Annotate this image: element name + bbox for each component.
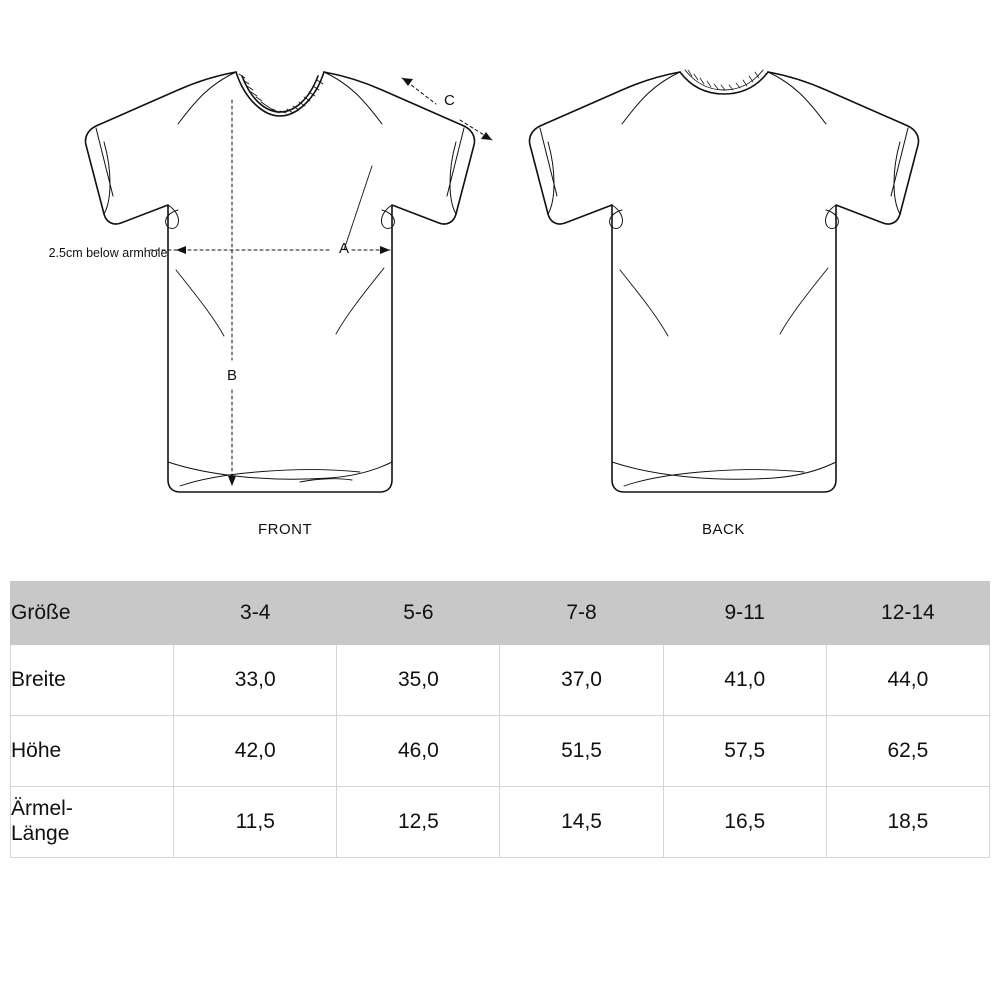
measurement-arrows-front [150,78,492,486]
breite-12-14: 44,0 [826,645,989,716]
breite-9-11: 41,0 [663,645,826,716]
hoehe-5-6: 46,0 [337,716,500,787]
header-size-3-4: 3-4 [174,582,337,645]
aermellaenge-5-6: 12,5 [337,787,500,858]
breite-3-4: 33,0 [174,645,337,716]
hoehe-7-8: 51,5 [500,716,663,787]
table-header-row [11,582,990,645]
row-label-hoehe: Höhe [11,716,174,787]
front-shirt-outline [85,72,474,492]
front-caption: FRONT [258,521,313,538]
aermellaenge-7-8: 14,5 [500,787,663,858]
hoehe-9-11: 57,5 [663,716,826,787]
aermellaenge-12-14: 18,5 [826,787,989,858]
back-shirt-outline [529,70,918,492]
hoehe-3-4: 42,0 [174,716,337,787]
measure-label-b: B [227,367,238,384]
aermellaenge-9-11: 16,5 [663,787,826,858]
header-size-7-8: 7-8 [500,582,663,645]
table-row [11,645,990,716]
breite-5-6: 35,0 [337,645,500,716]
row-label-line1: Ärmel- [11,797,73,821]
header-size-label: Größe [11,582,174,645]
back-caption: BACK [702,521,745,538]
aermellaenge-3-4: 11,5 [174,787,337,858]
header-size-5-6: 5-6 [337,582,500,645]
row-label-breite: Breite [11,645,174,716]
size-table-container [10,581,990,858]
header-size-12-14: 12-14 [826,582,989,645]
measure-label-c: C [444,92,455,109]
size-table [10,581,990,858]
row-label-aermellaenge [11,787,174,858]
table-row [11,787,990,858]
breite-7-8: 37,0 [500,645,663,716]
header-size-9-11: 9-11 [663,582,826,645]
hoehe-12-14: 62,5 [826,716,989,787]
measure-label-a: A [339,240,350,257]
armhole-annotation: 2.5cm below armhole [48,246,168,260]
table-row [11,716,990,787]
row-label-line2: Länge [11,822,70,845]
